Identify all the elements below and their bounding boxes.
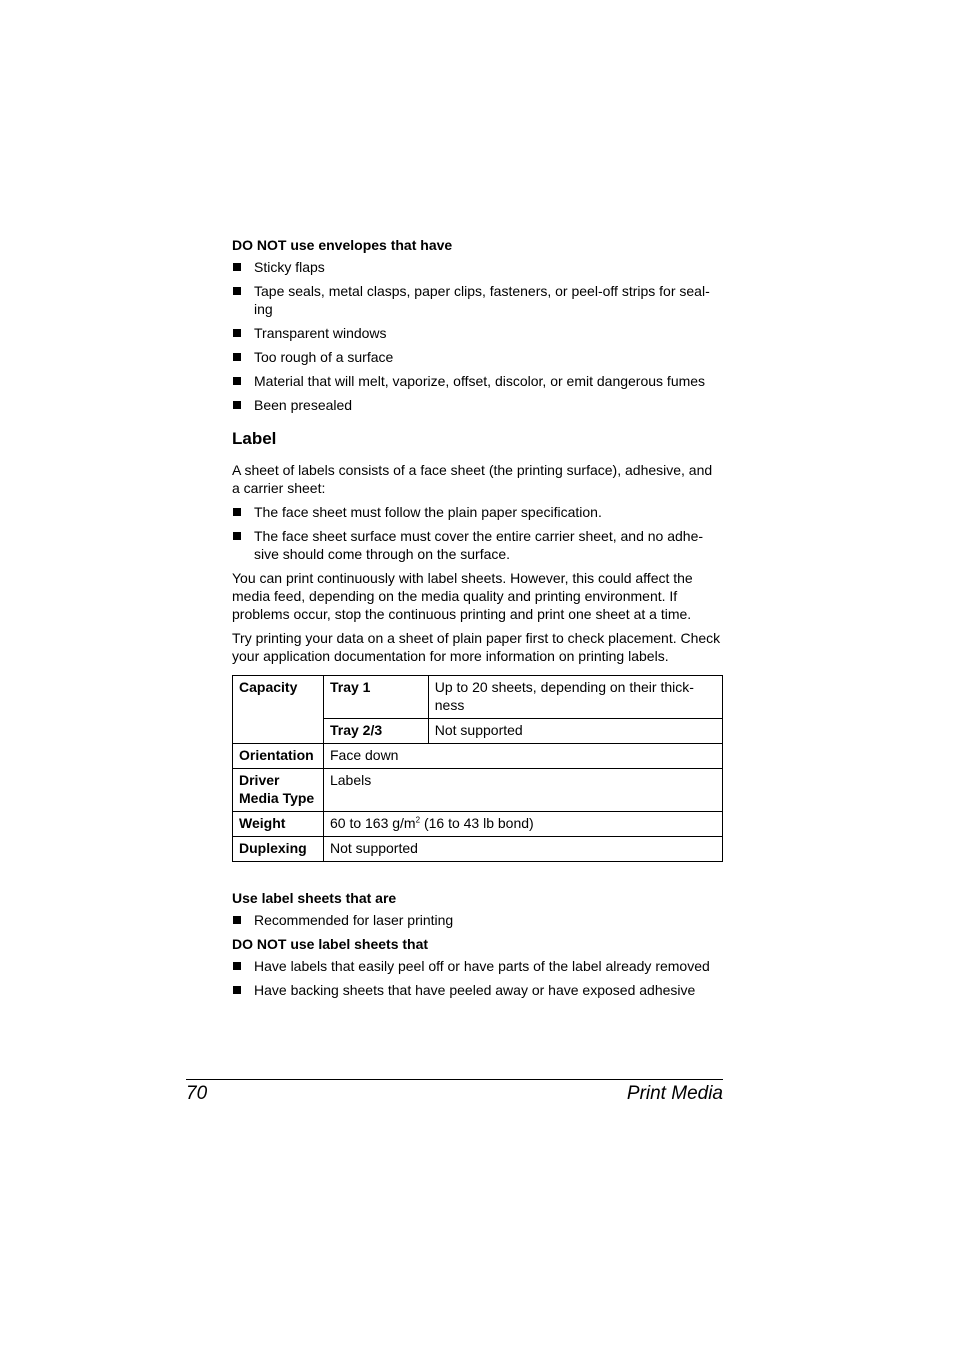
table-row <box>233 744 723 769</box>
bullet-square-icon <box>233 263 241 271</box>
capacity-label: Capacity <box>233 676 324 744</box>
bullet-square-icon <box>233 508 241 516</box>
tray23-value: Not supported <box>428 719 722 744</box>
table-row <box>233 769 723 812</box>
list-item: Tape seals, metal clasps, paper clips, fasteners, or peel-off strips for seal-ing <box>232 282 723 318</box>
label-intro: A sheet of labels consists of a face sheet (the printing surface), adhesive, and a carrier sheet: <box>232 462 713 496</box>
label-section-title: Label <box>232 429 277 448</box>
list-item: Been presealed <box>232 396 723 414</box>
bullet-square-icon <box>233 329 241 337</box>
table-row <box>233 837 723 862</box>
bullet-square-icon <box>233 532 241 540</box>
list-item: Have labels that easily peel off or have parts of the label already removed <box>232 957 723 975</box>
label-spec-table <box>232 675 723 862</box>
bullet-square-icon <box>233 962 241 970</box>
use-labels-heading: Use label sheets that are <box>232 890 397 906</box>
list-item: Too rough of a surface <box>232 348 723 366</box>
list-item: Recommended for laser printing <box>232 911 723 929</box>
list-item: The face sheet must follow the plain paper specification. <box>232 503 723 521</box>
footer-divider <box>186 1079 723 1080</box>
list-item: Transparent windows <box>232 324 723 342</box>
bullet-square-icon <box>233 916 241 924</box>
weight-value: 60 to 163 $g/m^2$ (16 to 43 lb bond) <box>323 812 722 837</box>
label-paragraph-test: Try printing your data on a sheet of plain paper first to check placement. Check your application documentation for more information on printing labels. <box>232 630 721 664</box>
label-requirements-list <box>232 503 723 563</box>
duplexing-label: Duplexing <box>233 837 324 862</box>
envelopes-list <box>232 258 723 414</box>
tray23-label: Tray 2/3 <box>323 719 428 744</box>
driver-media-type-value: Labels <box>323 769 722 812</box>
table-row <box>233 812 723 837</box>
bullet-square-icon <box>233 377 241 385</box>
footer-section-title: Print Media <box>626 1083 723 1104</box>
page-number: 70 <box>186 1083 208 1104</box>
dont-labels-list <box>232 957 723 999</box>
orientation-value: Face down <box>323 744 722 769</box>
list-item: Sticky flaps <box>232 258 723 276</box>
list-item: Material that will melt, vaporize, offset, discolor, or emit dangerous fumes <box>232 372 723 390</box>
list-item: Have backing sheets that have peeled away or have exposed adhesive <box>232 981 723 999</box>
dont-labels-heading: DO NOT use label sheets that <box>232 936 429 952</box>
bullet-square-icon <box>233 287 241 295</box>
list-item: The face sheet surface must cover the entire carrier sheet, and no adhe-sive should come through on the surface. <box>232 527 723 563</box>
page-content <box>232 236 723 1005</box>
bullet-square-icon <box>233 986 241 994</box>
use-labels-list <box>232 911 723 929</box>
bullet-square-icon <box>233 353 241 361</box>
driver-media-type-label: Driver Media Type <box>233 769 324 812</box>
weight-label: Weight <box>233 812 324 837</box>
label-paragraph-continuous: You can print continuously with label sheets. However, this could affect the media feed, depending on the media quality and printing environment. If problems occur, stop the continuous printing and print one sheet at a time. <box>232 570 693 622</box>
orientation-label: Orientation <box>233 744 324 769</box>
bullet-square-icon <box>233 401 241 409</box>
envelopes-heading: DO NOT use envelopes that have <box>232 237 453 253</box>
duplexing-value: Not supported <box>323 837 722 862</box>
table-row <box>233 676 723 719</box>
tray1-value: Up to 20 sheets, depending on their thick-ness <box>428 676 722 719</box>
tray1-label: Tray 1 <box>323 676 428 719</box>
